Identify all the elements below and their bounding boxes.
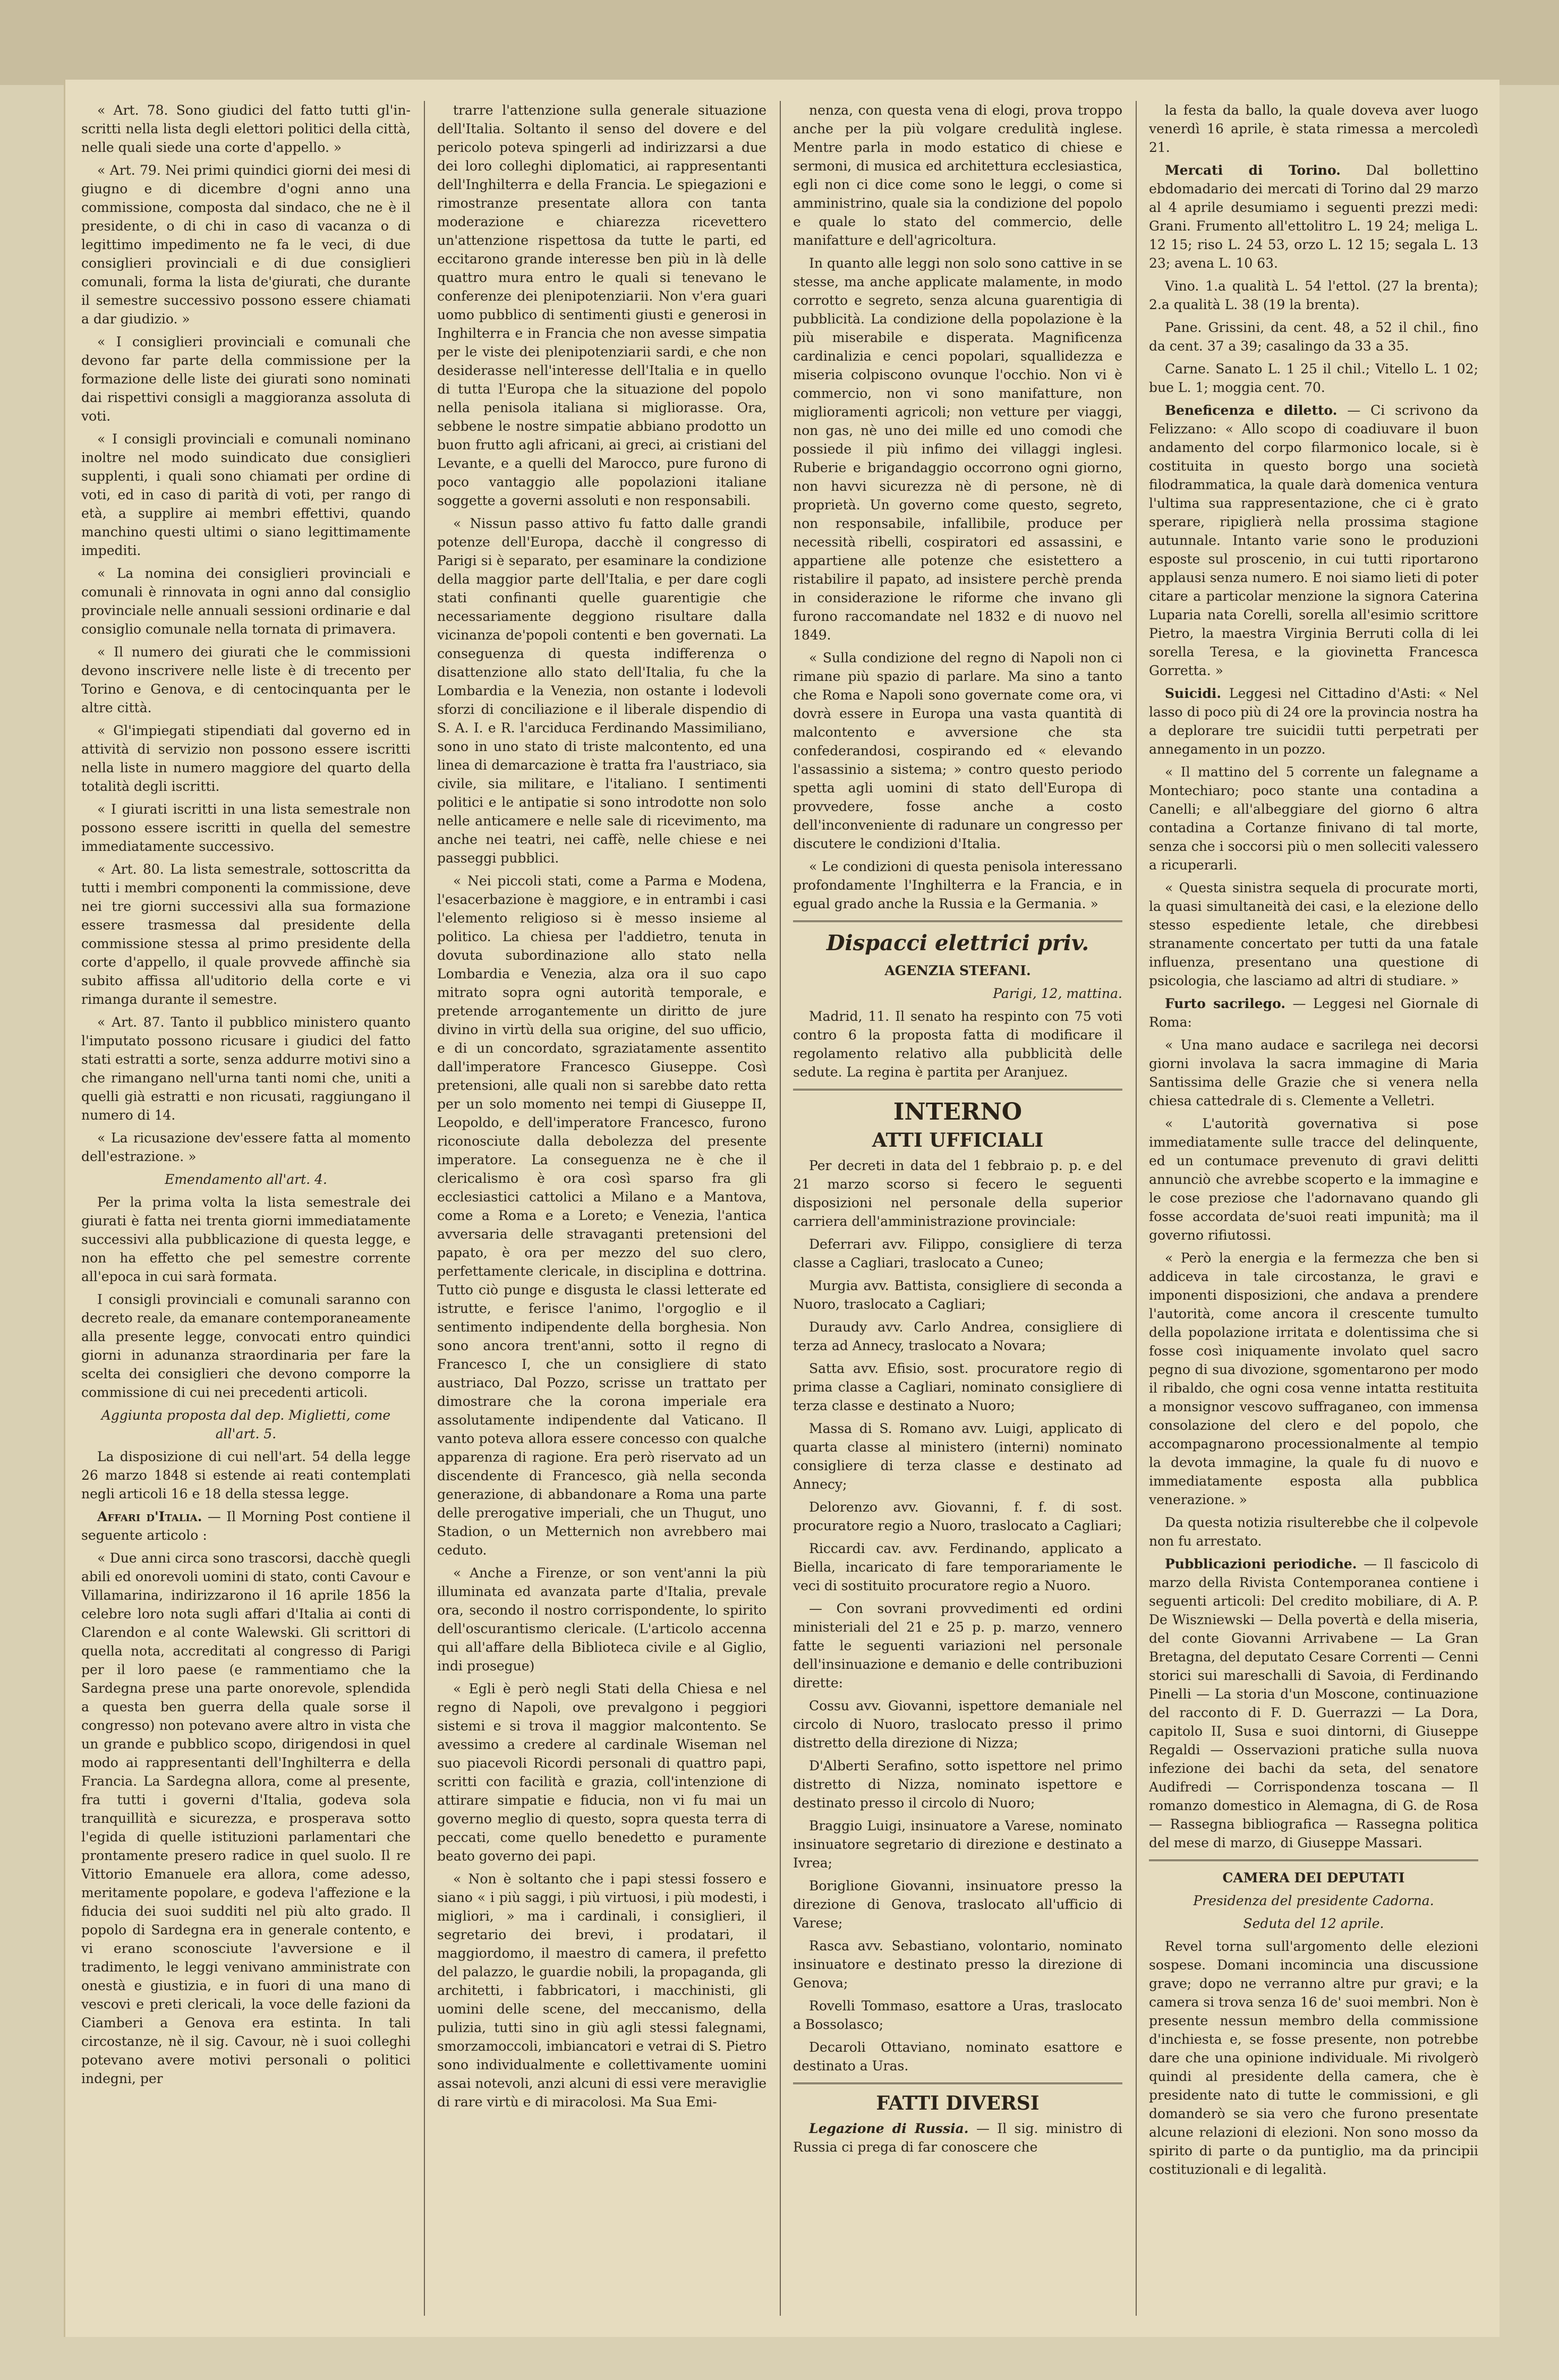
- addition-title: Aggiunta proposta dal dep. Miglietti, come all'art. 5.: [101, 1407, 391, 1441]
- paragraph: [1149, 994, 1478, 1031]
- paragraph: La disposizione di cui nell'art. 54 della legge 26 marzo 1848 si estende ai reati contemplati negli articoli 16 e 18 della stessa legge.: [81, 1449, 411, 1502]
- subsection-heading: ATTI UFFICIALI: [872, 1129, 1044, 1151]
- paragraph: [1149, 1555, 1478, 1852]
- paragraph: « Sulla condizione del regno di Napoli non ci rimane più spazio di parlare. Ma sino a tanto che Roma e Napoli sono governate come ora, vi dovrà essere in Europa una vasta quantità di malcontento e avversione che sta confederandosi, cospirando ed « elevando l'assassinio a sistema; » contro questo periodo spetta agli uomini di stato dell'Europa di provvedere, fosse anche a costo dell'inconveniente di radunare un congresso per discutere le condizioni d'Italia.: [793, 650, 1122, 851]
- paragraph: « L'autorità governativa si pose immediatamente sulle tracce del delinquente, ed un contumace prevenuto di gravi delitti annunciò che avrebbe scoperto e la immagine e le cose preziose che l'adornavano quando gli fosse accordata de'suoi reati impunità; ma il governo rifiutossi.: [1149, 1116, 1478, 1243]
- section-label: Furto sacrilego.: [1165, 996, 1286, 1011]
- paragraph: — Con sovrani provvedimenti ed ordini ministeriali del 21 e 25 p. p. marzo, vennero fatte le seguenti variazioni nel personale dell'insinuazione e demanio e delle contribuzioni dirette:: [793, 1601, 1122, 1691]
- paragraph: « Due anni circa sono trascorsi, dacchè quegli abili ed onorevoli uomini di stato, conti Cavour e Villamarina, indirizzarono il 16 aprile 1856 la celebre loro nota sugli affari d'Italia ai conti di Clarendon e al conte Walewski. Gli scrittori di quella nota, accreditati al congresso di Parigi per il loro paese (e rammentiamo che la Sardegna prese una parte onorevole, splendida a questa ben guerra della quale sorse il congresso) non potevano avere altro in vista che un grande e pubblico scopo, dirigendosi in quel modo ai rappresentanti dell'Inghilterra e della Francia. La Sardegna allora, come al presente, fra tutti i governi d'Italia, godeva sola tranquillità e sicurezza, e prosperava sotto l'egida di quelle istituzioni parlamentari che prontamente presero radice in quel suolo. Il re Vittorio Emanuele era allora, come adesso, meritamente popolare, e godeva l'affezione e la fiducia dei suoi sudditi nel più alto grado. Il popolo di Sardegna era in generale contento, e vi erano sconosciute l'avversione e il tradimento, le leggi venivano amministrate con onestà e giustizia, e in fuori di una mano di vescovi e preti clericali, la voce delle fazioni da Ciamberi a Genova era estinta. In tali circostanze, nè il sig. Cavour, nè i suoi colleghi potevano avere motivi personali o politici indegni, per: [81, 1550, 411, 2086]
- paragraph: Riccardi cav. avv. Ferdinando, applicato a Biella, incaricato di fare temporariamente le veci di sostituito procuratore regio a Nuoro.: [793, 1541, 1122, 1593]
- paragraph: I consigli provinciali e comunali saranno con decreto reale, da emanare contemporaneamente alla presente legge, convocati entro quindici giorni in adunanza straordinaria per fare la scelta dei consiglieri che devono comporre la commissione di cui nei precedenti articoli.: [81, 1292, 411, 1400]
- section-text: — Ci scrivono da Felizzano: « Allo scopo di coadiuvare il buon andamento del corpo filarmonico locale, si è costituita in questo borgo una società filodrammatica, la quale darà domenica ventura l'ultima sua rappresentazione, che ci è grato sperare, ripiglierà nella prossima stagione autunnale. Intanto varie sono le produzioni esposte sul proscenio, in cui tutti riportarono applausi senza numero. E noi siamo lieti di poter citare a particolar menzione la signora Caterina Luparia nata Corelli, sorella all'esimio scrittore Pietro, la maestra Virginia Berruti colla di lei sorella Teresa, e la giovinetta Francesca Gorretta. »: [1149, 403, 1478, 678]
- top-margin: [0, 0, 1559, 85]
- column-rule: [1136, 101, 1137, 2316]
- column-4: [1149, 101, 1478, 2316]
- paragraph: « Questa sinistra sequela di procurate morti, la quasi simultaneità dei casi, e la elezione dello stesso espediente letale, che direbbesi stranamente concertato per tutti da una fatale influenza, presentano una questione di psicologia, che lasciamo ad altri di studiare. »: [1149, 880, 1478, 988]
- paragraph: « Il mattino del 5 corrente un falegname a Montechiaro; poco stante una contadina a Canelli; e all'albeggiare del giorno 6 altra contadina a Cortanze finivano di tal morte, senza che i soccorsi più o men solleciti valessero a ricuperarli.: [1149, 764, 1478, 873]
- subheading: Seduta del 12 aprile.: [1243, 1916, 1384, 1931]
- column-rule: [780, 101, 781, 2316]
- paragraph: Rovelli Tommaso, esattore a Uras, traslocato a Bossolasco;: [793, 1998, 1122, 2032]
- paragraph: [1149, 161, 1478, 272]
- paragraph: « Una mano audace e sacrilega nei decorsi giorni involava la sacra immagine di Maria Santissima delle Grazie che si venera nella chiesa cattedrale di s. Clemente a Velletri.: [1149, 1037, 1478, 1108]
- paragraph: « Anche a Firenze, or son vent'anni la più illuminata ed avanzata parte d'Italia, prevale ora, secondo il nostro corrispondente, lo spirito dell'oscurantismo clericale. (L'articolo accenna qui all'affare della Biblioteca civile e al Giglio, indi prosegue): [437, 1565, 766, 1674]
- paragraph: Deferrari avv. Filippo, consigliere di terza classe a Cagliari, traslocato a Cuneo;: [793, 1236, 1122, 1270]
- paragraph: Pane. Grissini, da cent. 48, a 52 il chil., fino da cent. 37 a 39; casalingo da 33 a 35.: [1149, 320, 1478, 354]
- section-heading: CAMERA DEI DEPUTATI: [1222, 1870, 1405, 1886]
- paragraph: « Le condizioni di questa penisola interessano profondamente l'Inghilterra e la Francia, e in egual grado anche la Russia e la Germania. »: [793, 859, 1122, 911]
- paragraph: « Art. 80. La lista semestrale, sottoscritta da tutti i membri componenti la commissione, deve nei tre giorni successivi alla sua formazione essere trasmessa dal presidente della commissione stessa al primo presidente della corte d'appello, il quale provvede affinchè sia subito affissa all'uditorio della corte e vi rimanga durante il semestre.: [81, 861, 411, 1007]
- divider: [793, 1089, 1122, 1090]
- paragraph: Decaroli Ottaviano, nominato esattore e destinato a Uras.: [793, 2040, 1122, 2074]
- paragraph: Da questa notizia risulterebbe che il colpevole non fu arrestato.: [1149, 1515, 1478, 1549]
- paragraph: Boriglione Giovanni, insinuatore presso la direzione di Genova, traslocato all'ufficio di Varese;: [793, 1878, 1122, 1931]
- paragraph: la festa da ballo, la quale doveva aver luogo venerdì 16 aprile, è stata rimessa a mercoledì 21.: [1149, 103, 1478, 155]
- newspaper-page: [64, 80, 1500, 2337]
- paragraph: [793, 2119, 1122, 2156]
- section-text: Leggesi nel Cittadino d'Asti: « Nel lasso di poco più di 24 ore la provincia nostra ha a deplorare tre suicidii tutti perpetrati per annegamento in un pozzo.: [1149, 686, 1478, 757]
- divider: [1149, 1859, 1478, 1861]
- section-text: — Il fascicolo di marzo della Rivista Contemporanea contiene i seguenti articoli: Del credito mobiliare, di A. P. De Wiszniewski — Della povertà e della miseria, del conte Giovanni Arrivabene — La Gran Bretagna, del deputato Cesare Correnti — Cenni storici sui mareschalli di Savoia, di Ferdinando Pinelli — La storia d'un Moscone, continuazione del racconto di F. D. Guerrazzi — La Dora, capitolo II, Susa e suoi dintorni, di Giuseppe Regaldi — Osservazioni pratiche sulla nuova infezione dei bachi da seta, del senatore Audifredi — Corrispondenza toscana — Il romanzo domestico in Alemagna, di G. de Rosa — Rassegna bibliografica — Rassegna politica del mese di marzo, di Giuseppe Massari.: [1149, 1556, 1478, 1850]
- divider: [793, 2083, 1122, 2084]
- section-label: Suicidi.: [1165, 686, 1222, 701]
- paragraph: Satta avv. Efisio, sost. procuratore regio di prima classe a Cagliari, nominato consigliere di terza classe e destinato a Nuoro;: [793, 1361, 1122, 1413]
- paragraph: « Egli è però negli Stati della Chiesa e nel regno di Napoli, ove prevalgono i peggiori sistemi e si trova il maggior malcontento. Se avessimo a credere al cardinale Wiseman nel suo piacevoli Ricordi personali di quattro papi, scritti con facilità e grazia, coll'intenzione di attirare simpatie e fiducia, non vi fu mai un governo meglio di questo, sopra questa terra di peccati, come quello benedetto e puramente beato governo dei papi.: [437, 1681, 766, 1864]
- paragraph: Vino. 1.a qualità L. 54 l'ettol. (27 la brenta); 2.a qualità L. 38 (19 la brenta).: [1149, 278, 1478, 312]
- paragraph: « Però la energia e la fermezza che ben si addiceva in tale circostanza, le gravi e imponenti disposizioni, che andava a prendere l'autorità, come ancora il crescente tumulto della popolazione irritata e dolentissima che si fosse così iniquamente involato quel sacro pegno di sua divozione, sgomentarono per modo il ribaldo, che ogni cosa venne intatta restituita a monsignor vescovo suffraganeo, con immensa consolazione del clero e del popolo, che accompagnarono processionalmente al tempio la devota immagine, la quale fu di nuovo e immediatamente esposta alla pubblica venerazione. »: [1149, 1250, 1478, 1507]
- paragraph: « Nissun passo attivo fu fatto dalle grandi potenze dell'Europa, dacchè il congresso di Parigi si è separato, per esaminare la condizione della maggior parte dell'Italia, e per dare cogli stati confinanti quelle guarentigie che necessariamente deggiono risultare dalla vicinanza de'popoli contenti e ben governati. La conseguenza di questa indifferenza o disattenzione allo stato dell'Italia, fu che la Lombardia e la Venezia, non ostante i lodevoli sforzi di conciliazione e il liberale dispendio di S. A. I. e R. l'arciduca Ferdinando Massimiliano, sono in uno stato di triste malcontento, ed una linea di demarcazione è tratta fra l'austriaco, sia civile, sia militare, e l'italiano. I sentimenti politici e le antipatie si sono introdotte non solo nelle anticamere e nelle sale di ricevimento, ma anche nei teatri, nei caffè, nelle chiese e nei passeggi pubblici.: [437, 516, 766, 866]
- section-text: — Il sig. ministro di Russia ci prega di far conoscere che: [793, 2121, 1122, 2155]
- column-1: [81, 101, 411, 2316]
- paragraph: Murgia avv. Battista, consigliere di seconda a Nuoro, traslocato a Cagliari;: [793, 1278, 1122, 1312]
- paragraph: Cossu avv. Giovanni, ispettore demaniale nel circolo di Nuoro, traslocato presso il primo distretto della direzione di Nizza;: [793, 1698, 1122, 1751]
- paragraph: [1149, 401, 1478, 680]
- paragraph: « I giurati iscritti in una lista semestrale non possono essere iscritti in quella del semestre immediatamente successivo.: [81, 801, 411, 854]
- paragraph: Duraudy avv. Carlo Andrea, consigliere di terza ad Annecy, traslocato a Novara;: [793, 1319, 1122, 1353]
- paragraph: trarre l'attenzione sulla generale situazione dell'Italia. Soltanto il senso del dovere e del pericolo poteva spingerli ad indirizzarsi a due dei loro colleghi diplomatici, ai rappresentanti dell'Inghilterra e della Francia. Le spiegazioni e rimostranze presentate allora con tanta moderazione e chiarezza ricevettero un'attenzione rispettosa da tutte le parti, ed eccitarono grande interesse ben più in là delle quattro mura entro le quali si tenevano le conferenze dei plenipotenziarii. Non v'era guari uomo pubblico di sentimenti giusti e generosi in Inghilterra e in Francia che non avesse simpatia per le viste dei plenipotenziarii sardi, e che non desiderasse nell'interesse dell'Italia e in quello di tutta l'Europa che la situazione del popolo nella penisola italiana si migliorasse. Ora, sebbene le nostre simpatie abbiano prodotto un buon frutto agli africani, ai greci, ai cristiani del Levante, e a quelli del Marocco, pure furono di poco vantaggio alle popolazioni italiane soggette a governi assoluti e non responsabili.: [437, 103, 766, 508]
- section-label: Beneficenza e diletto.: [1165, 403, 1337, 418]
- divider: [793, 920, 1122, 922]
- paragraph: « I consiglieri provinciali e comunali che devono far parte della commissione per la formazione delle liste dei giurati sono nominati dai rispettivi consigli a maggioranza assoluta di voti.: [81, 334, 411, 424]
- section-label: Affari d'Italia.: [97, 1509, 202, 1524]
- dateline: Parigi, 12, mattina.: [993, 986, 1122, 1001]
- agency-name: AGENZIA STEFANI.: [884, 963, 1031, 978]
- paragraph: « Non è soltanto che i papi stessi fossero e siano « i più saggi, i più virtuosi, i più modesti, i migliori, » ma i cardinali, i consiglieri, il segretario dei brevi, i prodatari, il maggiordomo, il maestro di camera, il prefetto del palazzo, le guardie nobili, la propaganda, gli architetti, i fabbricatori, i macchinisti, gli uomini delle scene, del meccanismo, della pulizia, tutti sino in giù agli stessi falegnami, smorzamoccoli, imbiancatori e vetrai di S. Pietro sono individualmente e collettivamente uomini assai notevoli, anzi alcuni di essi vere meraviglie di rare virtù e di miracolosi. Ma Sua Emi-: [437, 1871, 766, 2110]
- section-label: Legazione di Russia.: [809, 2121, 969, 2136]
- paragraph: Rasca avv. Sebastiano, volontario, nominato insinuatore e destinato presso la direzione di Genova;: [793, 1938, 1122, 1991]
- paragraph: Madrid, 11. Il senato ha respinto con 75 voti contro 6 la proposta fatta di modificare il regolamento relativo alla pubblicità delle sedute. La regina è partita per Aranjuez.: [793, 1009, 1122, 1080]
- paragraph: « Il numero dei giurati che le commissioni devono inscrivere nelle liste è di trecento per Torino e Genova, e di centocinquanta per le altre città.: [81, 644, 411, 715]
- section-heading: INTERNO: [893, 1098, 1023, 1125]
- paragraph: « Art. 78. Sono giudici del fatto tutti gl'in-scritti nella lista degli elettori politici della città, nelle quali siede una corte d'appello. »: [81, 103, 411, 155]
- paragraph: Per la prima volta la lista semestrale dei giurati è fatta nei trenta giorni immediatamente successivi alla pubblicazione di questa legge, e non ha effetto che pel semestre corrente all'epoca in cui sarà formata.: [81, 1195, 411, 1284]
- paragraph: « La ricusazione dev'essere fatta al momento dell'estrazione. »: [81, 1130, 411, 1164]
- section-text: Dal bollettino ebdomadario dei mercati di Torino dal 29 marzo al 4 aprile desumiamo i seguenti prezzi medi: Grani. Frumento all'ettolitro L. 19 24; meliga L. 12 15; riso L. 24 53, orzo L. 12 15; segala L. 13 23; avena L. 10 63.: [1149, 163, 1478, 271]
- paragraph: Delorenzo avv. Giovanni, f. f. di sost. procuratore regio a Nuoro, traslocato a Cagliari;: [793, 1499, 1122, 1533]
- paragraph: « La nomina dei consiglieri provinciali e comunali è rinnovata in ogni anno dal consiglio provinciale nelle annuali sessioni ordinarie e dal consiglio comunale nella tornata di primavera.: [81, 566, 411, 637]
- column-3: [793, 101, 1122, 2316]
- paragraph: « I consigli provinciali e comunali nominano inoltre nel modo suindicato due consiglieri supplenti, i quali sono chiamati per ordine di voti, ed in caso di parità di voti, per rango di età, a supplire ai membri effettivi, quando manchino questi ultimi o siano legittimamente impediti.: [81, 431, 411, 558]
- paragraph: Carne. Sanato L. 1 25 il chil.; Vitello L. 1 02; bue L. 1; moggia cent. 70.: [1149, 361, 1478, 395]
- paragraph: « Nei piccoli stati, come a Parma e Modena, l'esacerbazione è maggiore, e in entrambi i casi l'elemento religioso si è messo insieme al politico. La chiesa per l'addietro, tenuta in dovuta subordinazione allo stato nella Lombardia e Venezia, alza ora il suo capo mitrato sopra ogni autorità temporale, e pretende arrogantemente un diritto de jure divino in virtù della sua origine, del suo ufficio, e di un concordato, sgraziatamente assentito dall'imperatore Francesco Giuseppe. Così pretensioni, alle quali non si sarebbe dato retta per un solo momento nei tempi di Giuseppe II, Leopoldo, e dell'imperatore Francesco, furono riconosciute dalla debolezza del presente imperatore. La conseguenza ne è che il clericalismo è ora così sparso fra gli ecclesiastici cattolici a Milano e a Mantova, come a Roma e a Loreto; e Venezia, l'antica avversaria delle stravaganti pretensioni del papato, è ora per mezzo del suo clero, perfettamente clericale, in disciplina e dottrina. Tutto ciò punge e disgusta le classi letterate ed istrutte, e ferisce l'animo, l'orgoglio e il sentimento indipendente della borghesia. Non sono ancora trent'anni, sotto il regno di Francesco I, che un consigliere di stato austriaco, Dal Pozzo, scrisse un trattato per dimostrare che la corona imperiale era assolutamente indipendente dal Vaticano. Il vanto poteva allora essere concesso con qualche apparenza di ragione. Era però riservato ad un discendente di Francesco, già nella seconda generazione, di abbandonare a Roma una parte delle prerogative imperiali, che un Thugut, uno Stadion, o un Metternich non avrebbero mai ceduto.: [437, 873, 766, 1558]
- paragraph: D'Alberti Serafino, sotto ispettore nel primo distretto di Nizza, nominato ispettore e destinato presso il circolo di Nuoro;: [793, 1758, 1122, 1811]
- column-rule: [424, 101, 425, 2316]
- paragraph: Braggio Luigi, insinuatore a Varese, nominato insinuatore segretario di direzione e destinato a Ivrea;: [793, 1818, 1122, 1871]
- paragraph: Revel torna sull'argomento delle elezioni sospese. Domani incomincia una discussione grave; dopo ne verranno altre pur gravi; e la camera si trova senza 16 de' suoi membri. Non è presente nessun membro della commissione d'inchiesta e, se fosse presente, non potrebbe dare che una opinione individuale. Mi rivolgerò quindi al presidente della camera, che è presidente nato di tutte le commissioni, e gli domanderò se sia vero che furono presentate alcune relazioni di elezioni. Non sono mosso da spirito di parte o da puntiglio, ma da principii costituzionali e di legalità.: [1149, 1939, 1478, 2177]
- paragraph: « Art. 87. Tanto il pubblico ministero quanto l'imputato possono ricusare i giudici del fatto stati estratti a sorte, senza addurre motivi sino a che rimangano nell'urna tanti nomi che, uniti a quelli già estratti e non ricusati, raggiungano il numero di 14.: [81, 1014, 411, 1123]
- section-heading: FATTI DIVERSI: [876, 2092, 1040, 2114]
- paragraph: [81, 1507, 411, 1545]
- paragraph: [1149, 684, 1478, 758]
- paragraph: nenza, con questa vena di elogi, prova troppo anche per la più volgare credulità inglese. Mentre parla in modo estatico di chiese e sermoni, di musica ed architettura ecclesiastica, egli non ci dice come sono le leggi, o come si amministrino, quale sia la condizione del popolo e quale lo stato del commercio, delle manifatture e dell'agricoltura.: [793, 103, 1122, 248]
- paragraph: In quanto alle leggi non solo sono cattive in se stesse, ma anche applicate malamente, in modo corrotto e segreto, senza alcuna guarentigia di pubblicità. La condizione della popolazione è la più miserabile e disperata. Magnificenza cardinalizia e cenci popolari, squallidezza e miseria colpiscono ovunque l'occhio. Non vi è commercio, non vi sono manifatture, non miglioramenti agricoli; non vetture per viaggi, non gas, nè uno dei mille ed uno comodi che possiede il più infimo dei villaggi inglesi. Ruberie e brigandaggio occorrono ogni giorno, non havvi sicurezza nè di persone, nè di proprietà. Un governo come questo, segreto, non responsabile, infallibile, produce per necessità ribelli, cospiratori ed assassini, e appartiene alle potenze che esistettero a ristabilire il papato, ad insistere perchè prenda in considerazione le riforme che invano gli furono raccomandate nel 1832 e di nuovo nel 1849.: [793, 255, 1122, 643]
- column-2: [437, 101, 766, 2316]
- section-label: Mercati di Torino.: [1165, 163, 1341, 178]
- paragraph: Massa di S. Romano avv. Luigi, applicato di quarta classe al ministero (interni) nominato consigliere di terza classe e destinato ad Annecy;: [793, 1421, 1122, 1492]
- amendment-title: Emendamento all'art. 4.: [165, 1172, 327, 1187]
- section-text: — Leggesi nel Giornale di Roma:: [1149, 996, 1478, 1030]
- dispatch-heading: Dispacci elettrici priv.: [826, 931, 1089, 956]
- section-text: — Il Morning Post contiene il seguente articolo :: [81, 1509, 411, 1543]
- subheading: Presidenza del presidente Cadorna.: [1193, 1893, 1434, 1908]
- paragraph: Per decreti in data del 1 febbraio p. p. e del 21 marzo scorso si fecero le seguenti disposizioni nel personale della superior carriera dell'amministrazione provinciale:: [793, 1158, 1122, 1229]
- paragraph: « Art. 79. Nei primi quindici giorni dei mesi di giugno e di dicembre d'ogni anno una commissione, composta dal sindaco, che ne è il presidente, o di chi in caso di vacanza o di legittimo impedimento ne fa le veci, di due consiglieri provinciali e di due consiglieri comunali, forma la lista de'giurati, che durante il semestre successivo possono essere chiamati a dar giudizio. »: [81, 163, 411, 327]
- paragraph: « Gl'impiegati stipendiati dal governo ed in attività di servizio non possono essere iscritti nella liste in numero maggiore del quarto della totalità degli iscritti.: [81, 723, 411, 794]
- section-label: Pubblicazioni periodiche.: [1165, 1556, 1357, 1572]
